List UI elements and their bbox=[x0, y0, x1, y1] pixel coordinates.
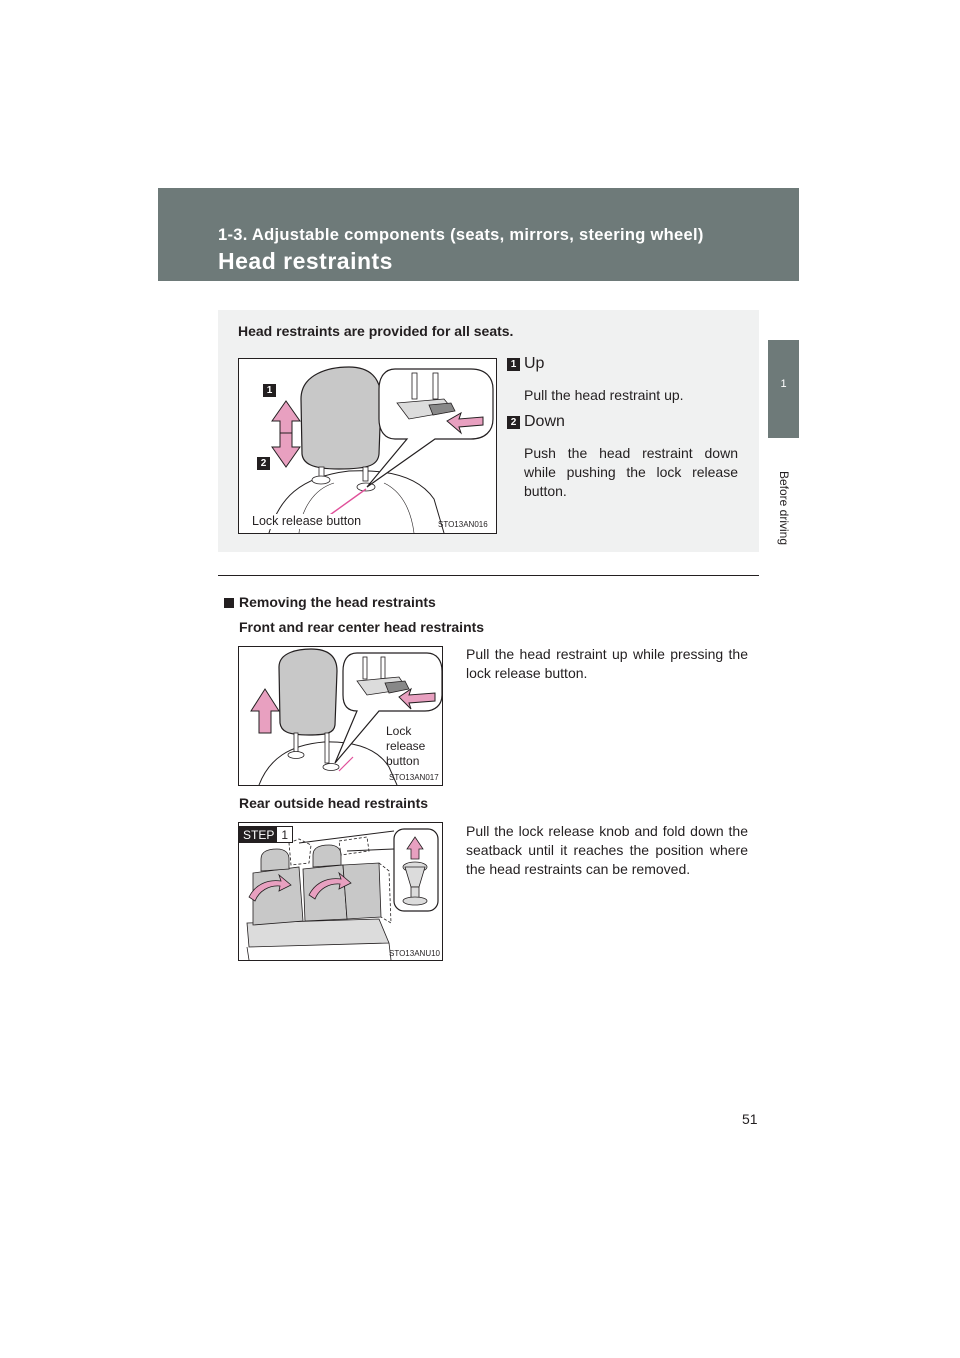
front-heading: Front and rear center head restraints bbox=[239, 619, 485, 635]
lock-label-line-3: button bbox=[386, 754, 420, 768]
head-restraint-adjust-illustration bbox=[239, 359, 496, 533]
figure-code-1: STO13AN016 bbox=[438, 520, 488, 529]
square-bullet-icon bbox=[224, 598, 234, 608]
figure-code-3: STO13ANU10 bbox=[389, 949, 440, 958]
chapter-label-text: Before driving bbox=[777, 470, 792, 546]
removing-heading bbox=[224, 594, 436, 610]
rear-heading: Rear outside head restraints bbox=[239, 795, 429, 811]
front-removal-text: Pull the head restraint up while pressing the lock release button. bbox=[466, 646, 748, 681]
figure-code-2: STO13AN017 bbox=[389, 773, 439, 782]
figure-head-restraint-adjust bbox=[238, 358, 497, 534]
rear-removal-illustration bbox=[239, 823, 442, 960]
step-badge-down: 2 bbox=[507, 416, 520, 429]
step-number: 1 bbox=[277, 827, 292, 842]
lock-label-line-1: Lock bbox=[386, 724, 412, 738]
step-label: STEP bbox=[240, 827, 277, 842]
figure-badge-2: 2 bbox=[257, 457, 270, 470]
figure-badge-1: 1 bbox=[263, 384, 276, 397]
section-title: 1-3. Adjustable components (seats, mirrors, steering wheel) bbox=[218, 226, 704, 244]
step-heading-up: Up bbox=[524, 355, 545, 372]
page-number: 51 bbox=[742, 1111, 758, 1127]
step-badge-up: 1 bbox=[507, 358, 520, 371]
section-divider bbox=[218, 575, 759, 576]
intro-text: Head restraints are provided for all seats. bbox=[238, 323, 514, 339]
chapter-tab-number: 1 bbox=[780, 378, 787, 390]
step-desc-down: Push the head restraint down while pushing the lock release button. bbox=[524, 445, 738, 499]
page-title: Head restraints bbox=[218, 248, 393, 274]
lock-label-line-2: release bbox=[386, 739, 426, 753]
removing-heading-text: Removing the head restraints bbox=[239, 594, 436, 610]
step-desc-up: Pull the head restraint up. bbox=[524, 387, 684, 403]
step-indicator bbox=[239, 826, 293, 843]
step-heading-down: Down bbox=[524, 413, 565, 430]
lock-release-callout: Lock release button bbox=[252, 514, 362, 528]
rear-removal-text: Pull the lock release knob and fold down the seatback until it reaches the position where the head restraints can be removed. bbox=[466, 823, 748, 877]
lock-release-label-2 bbox=[386, 724, 425, 769]
chapter-label bbox=[760, 470, 808, 546]
